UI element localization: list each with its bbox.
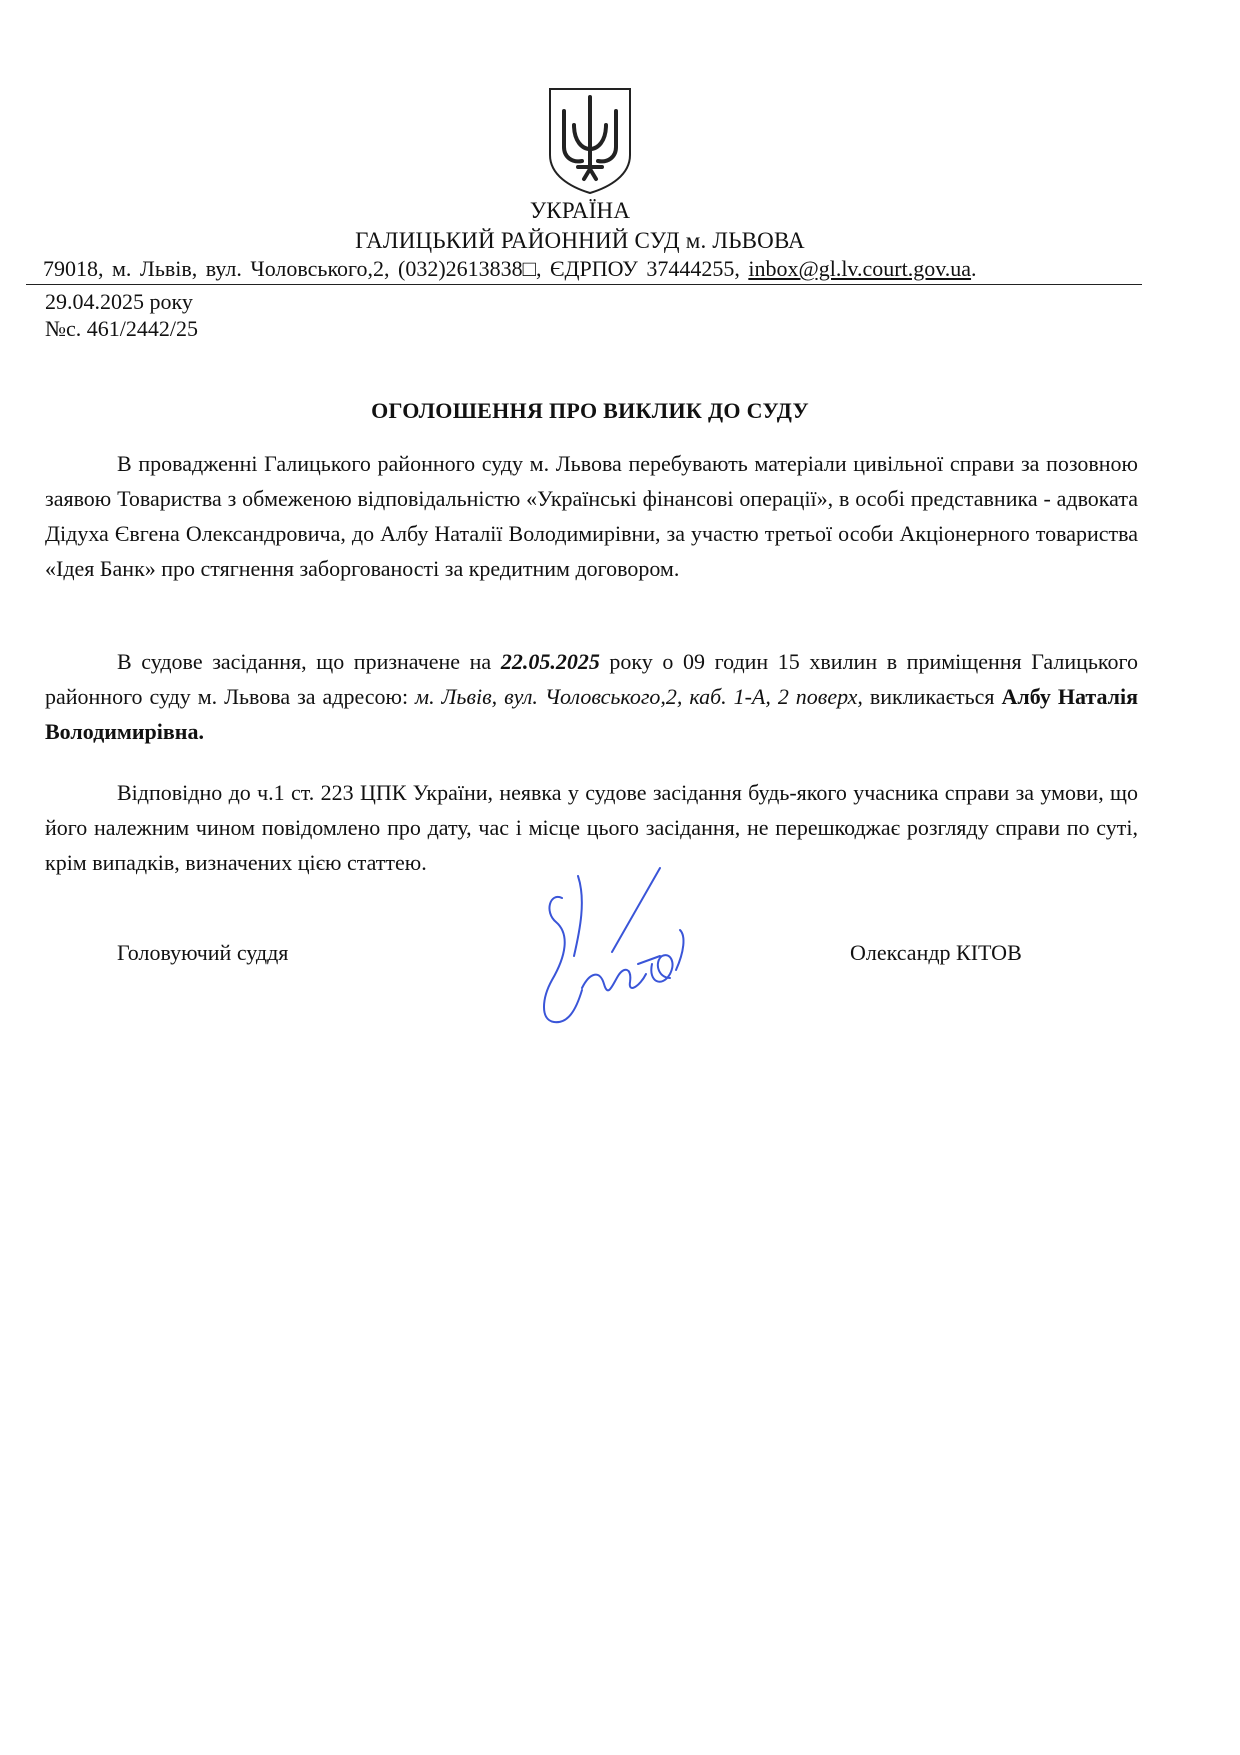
hearing-text-a: В судове засідання, що призначене на bbox=[117, 649, 501, 674]
country-heading: УКРАЇНА bbox=[529, 198, 631, 223]
trident-coat-of-arms-icon bbox=[544, 85, 636, 197]
paragraph-case-info: В провадженні Галицького районного суду м. Львова перебувають матеріали цивільної справи за позовною заявою Товариства з обмеженою відповідальністю «Українські фінансові операції», в особі представника - адвоката Дідуха Євгена Олександровича, до Албу Наталії Володимирівни, за участю третьої особи Акціонерного товариства «Ідея Банк» про стягнення заборгованості за кредитним договором. bbox=[45, 451, 1138, 581]
court-address-line bbox=[43, 256, 977, 282]
judge-name: Олександр КІТОВ bbox=[850, 940, 1022, 965]
court-email-link[interactable]: inbox@gl.lv.court.gov.ua bbox=[748, 256, 972, 281]
judge-role: Головуючий суддя bbox=[117, 940, 289, 965]
address-suffix: . bbox=[971, 256, 977, 281]
case-number: №с. 461/2442/25 bbox=[45, 316, 198, 341]
hearing-date: 22.05.2025 bbox=[500, 649, 600, 674]
hearing-address: м. Львів, вул. Чоловського,2, каб. 1-А, 2 поверх, bbox=[415, 684, 863, 709]
paragraph-legal-notice: Відповідно до ч.1 ст. 223 ЦПК України, неявка у судове засідання будь-якого учасника справи за умови, що його належним чином повідомлено про дату, час і місце цього засідання, не перешкоджає розгляду справи по суті, крім випадків, визначених цією статтею. bbox=[45, 780, 1138, 875]
handwritten-signature bbox=[520, 860, 720, 1040]
court-address: 79018, м. Львів, вул. Чоловського,2, (032)2613838□, ЄДРПОУ 37444255, bbox=[43, 256, 740, 281]
summoned-person: Албу Наталія Володимирівна. bbox=[45, 684, 1139, 744]
document-title: ОГОЛОШЕННЯ ПРО ВИКЛИК ДО СУДУ bbox=[371, 398, 809, 423]
document-date: 29.04.2025 року bbox=[45, 289, 193, 314]
hearing-text-c: викликається bbox=[862, 684, 1002, 709]
header-divider bbox=[26, 284, 1142, 285]
paragraph-hearing-summons bbox=[45, 644, 1138, 749]
hearing-text-b: року о 09 годин 15 хвилин в приміщення Галицького районного суду м. Львова за адресою: bbox=[45, 649, 1138, 709]
court-name-heading: ГАЛИЦЬКИЙ РАЙОННИЙ СУД м. ЛЬВОВА bbox=[355, 228, 805, 253]
